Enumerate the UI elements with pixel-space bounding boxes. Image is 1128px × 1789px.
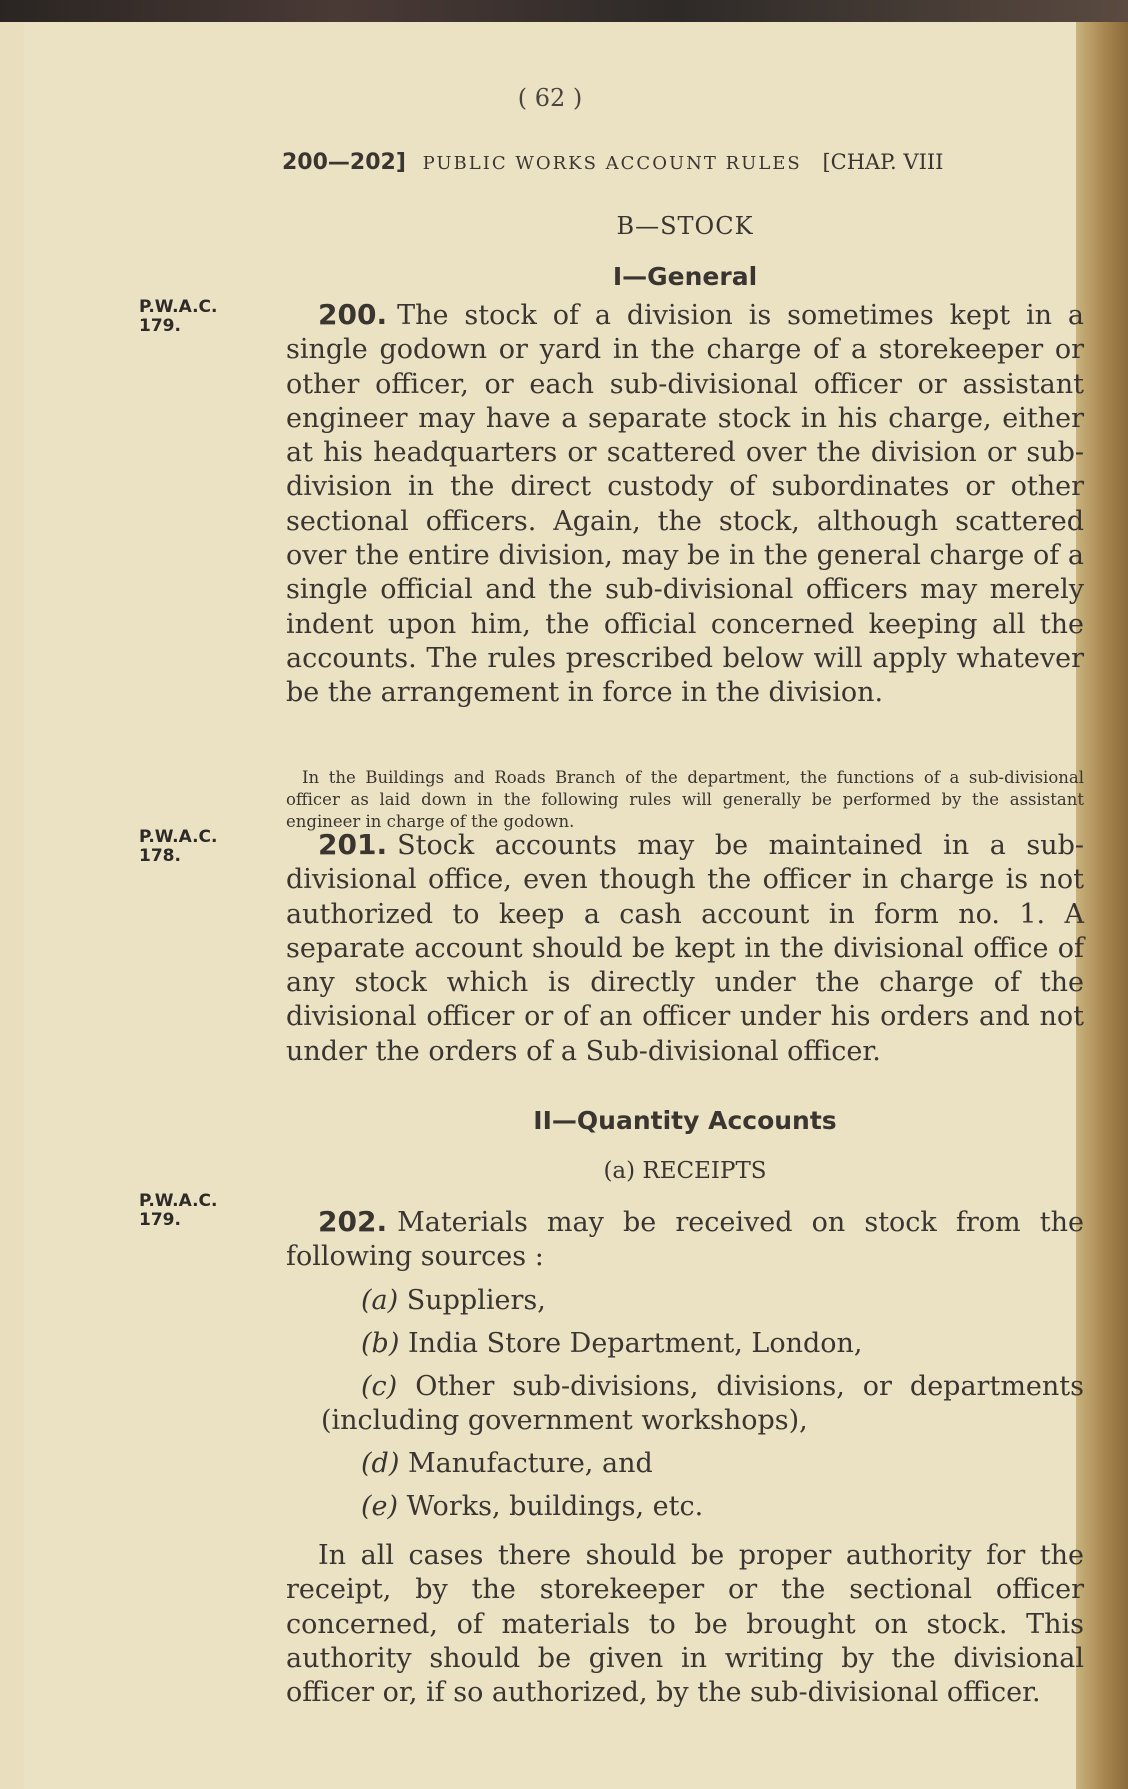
- margin-ref-code: P.W.A.C.: [139, 1191, 218, 1211]
- page: [24, 22, 1084, 1789]
- subsection-heading-general: I—General: [612, 262, 758, 291]
- source-text: Manufacture, and: [407, 1448, 653, 1479]
- subsection-heading-quantity-accounts: II—Quantity Accounts: [533, 1106, 837, 1135]
- source-item-a: [361, 1284, 1084, 1318]
- margin-ref-200: [139, 298, 217, 336]
- rule-200-note: In the Buildings and Roads Branch of the department, the functions of a sub-divisional officer as laid down in the following rules will generally be performed by the assistant engineer in charge of the godown.: [286, 768, 1084, 831]
- source-letter: (a): [361, 1285, 399, 1316]
- page-number: ( 62 ): [517, 84, 583, 112]
- rule-200: [286, 298, 1084, 711]
- source-text: India Store Department, London,: [407, 1328, 863, 1359]
- rule-number: 201.: [318, 828, 388, 861]
- source-item-d: [361, 1447, 1084, 1481]
- scan-top-edge: [0, 0, 1128, 22]
- rule-202-authority: In all cases there should be proper authority for the receipt, by the storekeeper or the sectional officer concerned, of materials to be brought on stock. This authority should be given in writing by the divisional officer or, if so authorized, by the sub-divisional officer.: [286, 1540, 1084, 1709]
- rule-text: Stock accounts may be maintained in a sub-divisional office, even though the officer in charge is not authorized to keep a cash account in form no. 1. A separate account should be kept in the divisional office of any stock which is directly under the charge of the divisional officer or of an officer under his orders and not under the orders of a Sub-divisional officer.: [286, 830, 1084, 1067]
- margin-ref-code: P.W.A.C.: [139, 297, 218, 317]
- rule-number: 202.: [318, 1205, 388, 1238]
- rule-number: 200.: [318, 298, 388, 331]
- running-head-chapter: [CHAP. VIII: [822, 150, 944, 174]
- source-letter: (e): [361, 1491, 399, 1522]
- source-letter: (c): [361, 1371, 398, 1402]
- margin-ref-number: 178.: [139, 846, 181, 866]
- source-item-e: [361, 1490, 1084, 1524]
- source-item-b: [361, 1327, 1084, 1361]
- margin-ref-201: [139, 828, 217, 866]
- rule-text: Materials may be received on stock from the following sources :: [286, 1207, 1084, 1273]
- section-heading-stock: B—STOCK: [616, 212, 754, 240]
- margin-ref-code: P.W.A.C.: [139, 827, 218, 847]
- running-head-range: 200—202]: [282, 150, 406, 175]
- source-text: Suppliers,: [406, 1285, 546, 1316]
- margin-ref-202: [139, 1192, 217, 1230]
- rule-201: [286, 828, 1084, 1069]
- running-head: [282, 150, 1082, 175]
- source-text: Works, buildings, etc.: [406, 1491, 704, 1522]
- source-letter: (b): [361, 1328, 400, 1359]
- margin-ref-number: 179.: [139, 1210, 181, 1230]
- source-item-c: [321, 1370, 1084, 1438]
- margin-ref-number: 179.: [139, 316, 181, 336]
- source-text: Other sub-divisions, divisions, or departments (including government workshops),: [321, 1371, 1084, 1436]
- rule-text: The stock of a division is sometimes kept in a single godown or yard in the charge of a storekeeper or other officer, or each sub-divisional officer or assistant engineer may have a separate stock in his charge, either at his headquarters or scattered over the division or sub-division in the direct custody of subordinates or other sectional officers. Again, the stock, although scattered over the entire division, may be in the general charge of a single official and the sub-divisional officers may merely indent upon him, the official concerned keeping all the accounts. The rules prescribed below will apply whatever be the arrangement in force in the division.: [286, 300, 1084, 709]
- rule-202: [286, 1205, 1084, 1275]
- subheading-receipts: (a) RECEIPTS: [603, 1158, 767, 1184]
- source-letter: (d): [361, 1448, 400, 1479]
- running-head-title: PUBLIC WORKS ACCOUNT RULES: [422, 153, 802, 174]
